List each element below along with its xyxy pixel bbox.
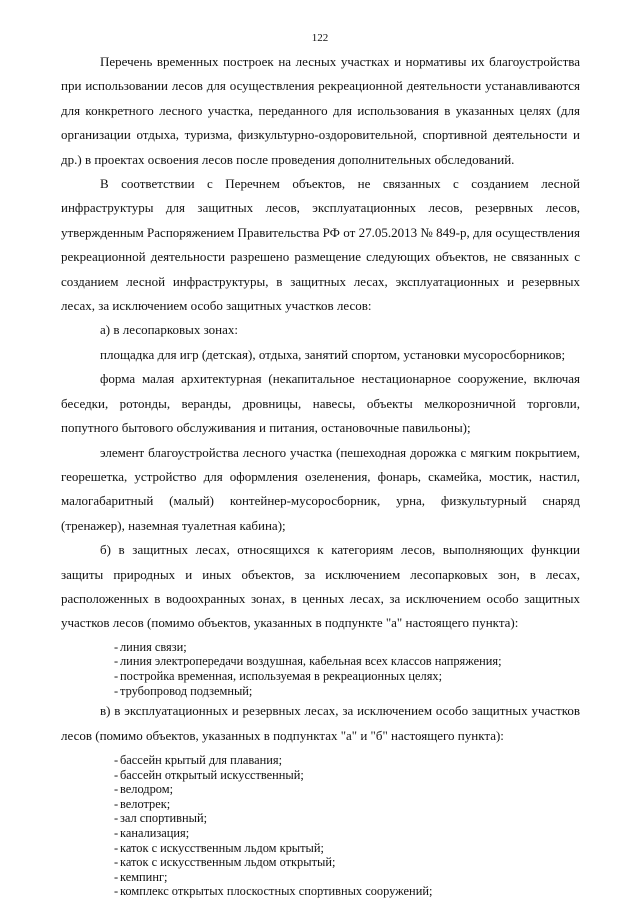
paragraph: а) в лесопарковых зонах: (100, 322, 238, 338)
list-item-text: велодром; (120, 782, 174, 797)
list-dash: - (114, 639, 119, 654)
list-dash: - (114, 654, 119, 669)
paragraph: площадка для игр (детская), отдыха, занятий спортом, установки мусоросборников; (100, 346, 566, 362)
list-item-text: бассейн крытый для плавания; (120, 752, 283, 767)
list-dash: - (114, 767, 119, 782)
objects-list-v (61, 753, 580, 899)
document-body (61, 50, 580, 899)
list-dash: - (114, 869, 119, 884)
list-dash: - (114, 782, 119, 797)
list-dash: - (114, 840, 119, 855)
list-item-text: велотрек; (120, 796, 171, 811)
paragraph: Перечень временных построек на лесных участках и нормативы их благоустройства при использовании лесов для осуществления рекреационной деятельности устанавливаются для конкретного лесного участка, переданного для использования в указанных целях (для организации отдыха, туризма, физкультурно-оздоровительной, спортивной деятельности и др.) в проектах освоения лесов после проведения дополнительных обследований. (61, 54, 580, 167)
list-item (61, 640, 580, 655)
list-item (61, 782, 580, 797)
list-item (61, 654, 580, 669)
list-item (61, 826, 580, 841)
list-dash: - (114, 683, 119, 698)
paragraph: элемент благоустройства лесного участка (пешеходная дорожка с мягким покрытием, георешетка, устройство для оформления озеленения, фонарь, скамейка, мостик, настил, малогабаритный (малый) контейнер-мусоросборник, урна, физкультурный снаряд (тренажер), наземная туалетная кабина); (61, 444, 580, 533)
list-item (61, 768, 580, 783)
list-dash: - (114, 825, 119, 840)
list-dash: - (114, 855, 119, 870)
paragraph: в) в эксплуатационных и резервных лесах, за исключением особо защитных участков лесов (помимо объектов, указанных в подпунктах "а" и "б" настоящего пункта): (61, 703, 580, 743)
list-item (61, 684, 580, 699)
list-dash: - (114, 811, 119, 826)
list-item-text: комплекс открытых плоскостных спортивных сооружений; (120, 884, 433, 899)
list-item (61, 855, 580, 870)
list-dash: - (114, 884, 119, 899)
list-item-text: канализация; (120, 825, 190, 840)
list-item (61, 841, 580, 856)
paragraph: форма малая архитектурная (некапитальное нестационарное сооружение, включая беседки, ротонды, веранды, дровницы, навесы, объекты мелкорозничной торговли, попутного бытового обслуживания и питания, остановочные павильоны); (61, 371, 580, 436)
list-item-text: линия связи; (120, 639, 187, 654)
page-number: 122 (311, 32, 329, 44)
list-item-text: кемпинг; (120, 869, 168, 884)
list-item-text: трубопровод подземный; (120, 683, 253, 698)
list-item-text: зал спортивный; (120, 811, 208, 826)
paragraph: б) в защитных лесах, относящихся к категориям лесов, выполняющих функции защиты природных и иных объектов, за исключением лесопарковых зон, в лесах, расположенных в водоохранных зонах, в ценных лесах, за исключением особо защитных участков лесов (помимо объектов, указанных в подпункте "а" настоящего пункта): (61, 542, 580, 631)
list-item (61, 669, 580, 684)
objects-list-b (61, 640, 580, 698)
paragraph: В соответствии с Перечнем объектов, не связанных с созданием лесной инфраструктуры для защитных лесов, эксплуатационных лесов, резервных лесов, утвержденным Распоряжением Правительства РФ от 27.05.2013 № 849-р, для осуществления рекреационной деятельности разрешено размещение следующих объектов, не связанных с созданием лесной инфраструктуры, в защитных лесах, эксплуатационных и резервных лесах, за исключением особо защитных участков лесов: (61, 176, 580, 314)
list-dash: - (114, 752, 119, 767)
list-item (61, 870, 580, 885)
list-item-text: бассейн открытый искусственный; (120, 767, 304, 782)
list-item-text: каток с искусственным льдом крытый; (120, 840, 324, 855)
list-item (61, 811, 580, 826)
list-dash: - (114, 668, 119, 683)
list-item-text: линия электропередачи воздушная, кабельная всех классов напряжения; (120, 654, 502, 669)
list-item (61, 884, 580, 899)
list-item (61, 797, 580, 812)
list-item-text: каток с искусственным льдом открытый; (120, 855, 336, 870)
list-item-text: постройка временная, используемая в рекреационных целях; (120, 668, 443, 683)
list-item (61, 753, 580, 768)
list-dash: - (114, 796, 119, 811)
